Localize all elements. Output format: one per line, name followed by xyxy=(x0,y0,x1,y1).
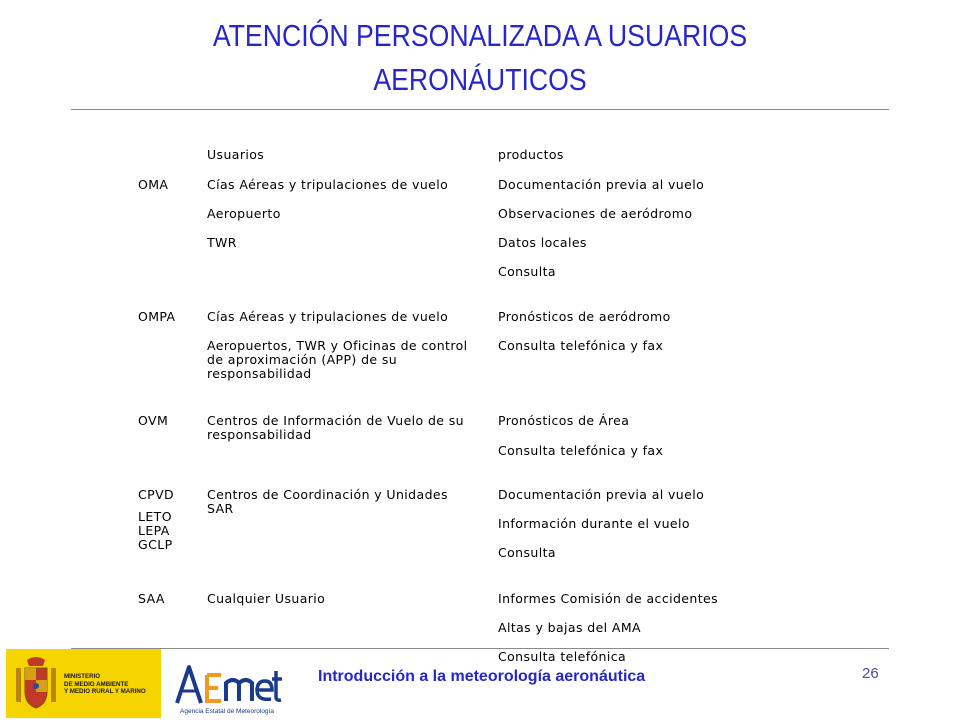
product-cell: Consulta xyxy=(498,545,556,560)
top-divider xyxy=(71,109,889,110)
coat-of-arms-icon xyxy=(12,654,60,714)
user-cell: Cías Aéreas y tripulaciones de vuelo xyxy=(207,177,449,192)
product-cell: Pronósticos de Área xyxy=(498,413,630,428)
office-saa: SAA xyxy=(138,591,165,606)
user-cell: Centros de Información de Vuelo de su responsabilidad xyxy=(207,413,464,442)
office-cpvd: CPVD xyxy=(138,487,175,502)
product-cell: Documentación previa al vuelo xyxy=(498,177,705,192)
ministry-name: MINISTERIO DE MEDIO AMBIENTE Y MEDIO RURAL Y MARINO xyxy=(64,673,146,695)
product-cell: Observaciones de aeródromo xyxy=(498,206,693,221)
user-cell: Aeropuertos, TWR y Oficinas de control de aproximación (APP) de su responsabilidad xyxy=(207,338,468,381)
ministry-logo xyxy=(6,649,161,718)
slide-title: ATENCIÓN PERSONALIZADA A USUARIOS AERONÁUTICOS xyxy=(212,18,748,97)
office-leto: LETO xyxy=(138,509,172,524)
office-lepa: LEPA xyxy=(138,523,170,538)
product-cell: Consulta telefónica y fax xyxy=(498,443,664,458)
user-cell: Cualquier Usuario xyxy=(207,591,326,606)
user-cell: TWR xyxy=(207,235,237,250)
office-cpvd-group xyxy=(138,488,174,552)
slide-footer xyxy=(0,649,960,720)
product-cell: Consulta telefónica y fax xyxy=(498,338,664,353)
product-cell: Informes Comisión de accidentes xyxy=(498,591,719,606)
product-cell: Pronósticos de aeródromo xyxy=(498,309,671,324)
footer-title: Introducción a la meteorología aeronáutica xyxy=(318,668,646,685)
product-cell: Consulta xyxy=(498,264,556,279)
user-cell: Aeropuerto xyxy=(207,206,281,221)
product-cell: Documentación previa al vuelo xyxy=(498,487,705,502)
aemet-subtitle: Agencia Estatal de Meteorología xyxy=(180,708,274,715)
header-usuarios: Usuarios xyxy=(207,147,265,162)
user-cell: Cías Aéreas y tripulaciones de vuelo xyxy=(207,309,449,324)
product-cell: Altas y bajas del AMA xyxy=(498,620,642,635)
office-oma: OMA xyxy=(138,177,169,192)
header-productos: productos xyxy=(498,147,564,162)
product-cell: Consulta telefónica xyxy=(498,649,627,664)
office-ovm: OVM xyxy=(138,413,169,428)
users-products-table xyxy=(138,148,758,668)
product-cell: Datos locales xyxy=(498,235,587,250)
product-cell: Información durante el vuelo xyxy=(498,516,690,531)
page-number: 26 xyxy=(862,665,879,682)
office-ompa: OMPA xyxy=(138,309,176,324)
user-cell: Centros de Coordinación y Unidades SAR xyxy=(207,487,448,516)
office-gclp: GCLP xyxy=(138,537,173,552)
